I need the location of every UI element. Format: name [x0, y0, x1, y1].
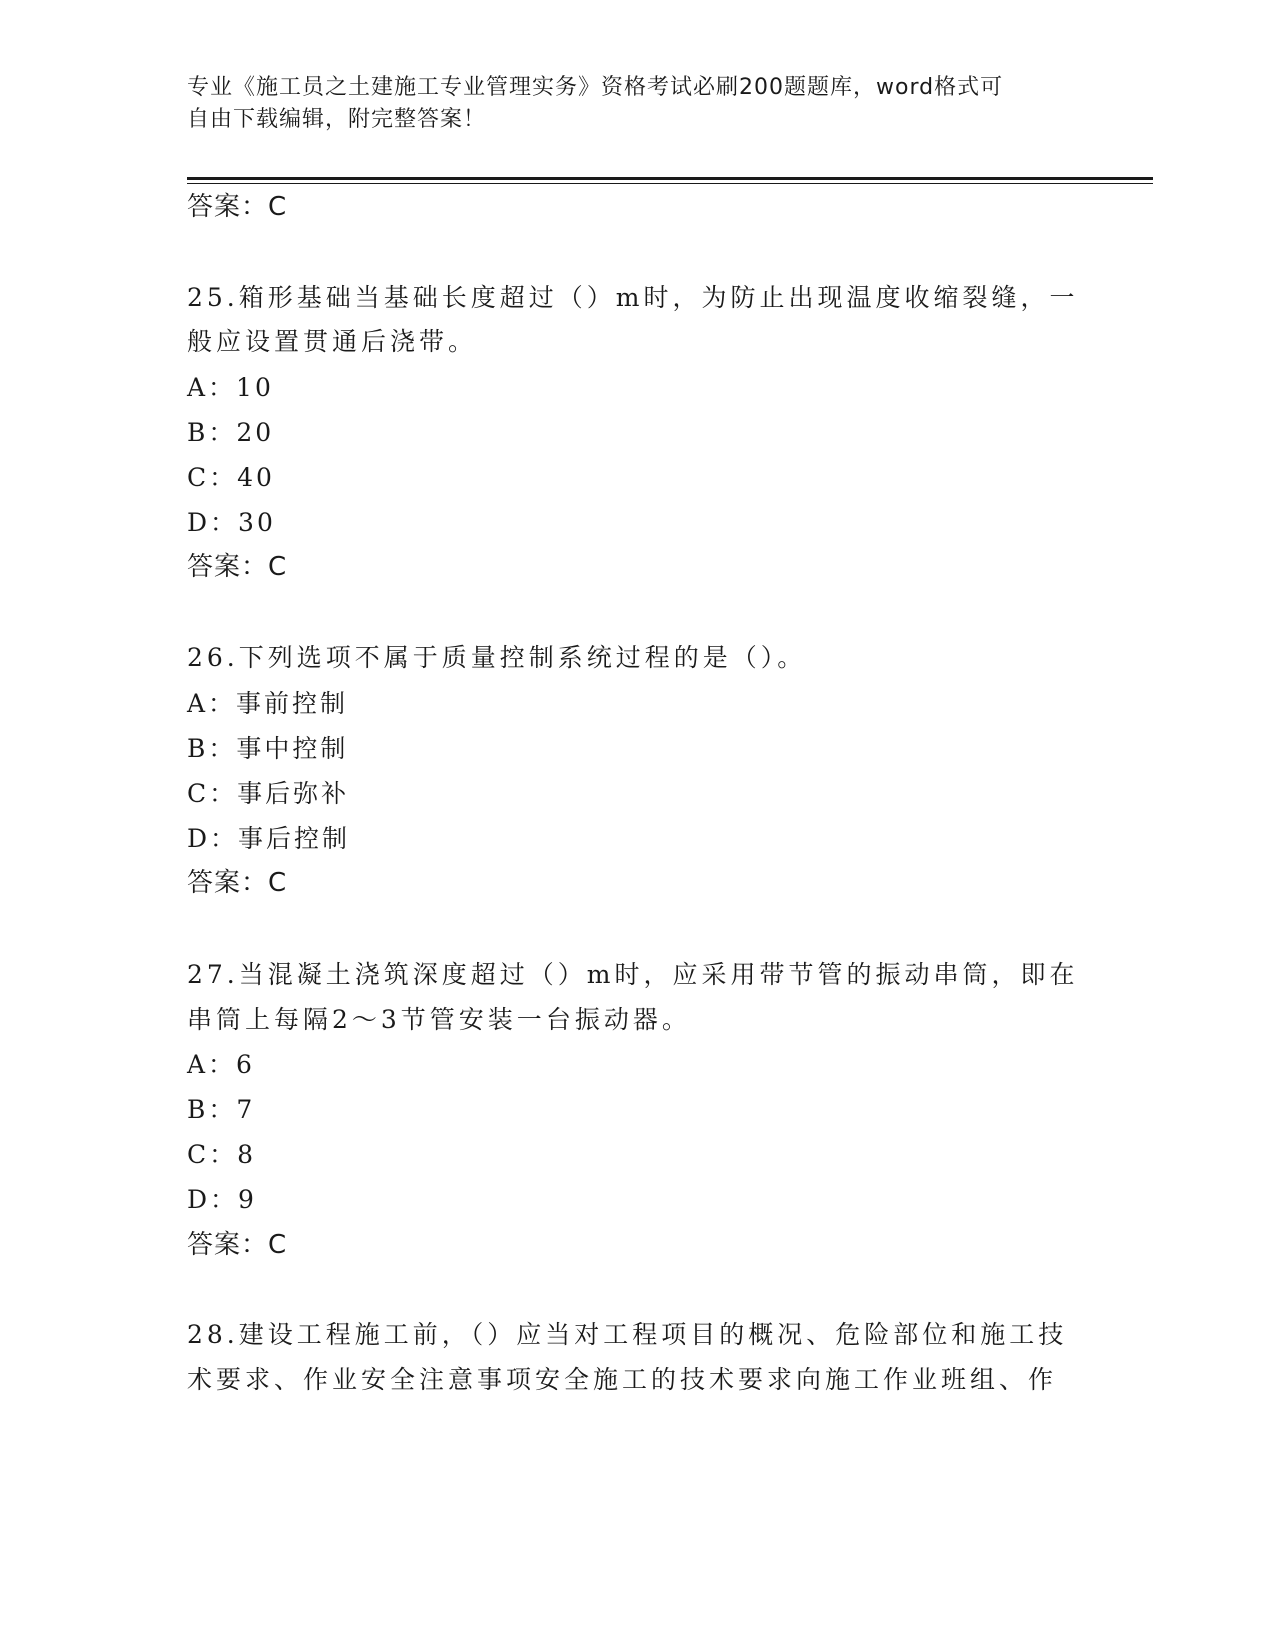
question-27-option-d: D：9 [187, 1185, 257, 1214]
question-25-option-a: A：10 [187, 373, 274, 402]
question-27-stem-line-1: 27.当混凝土浇筑深度超过（）m时，应采用带节管的振动串筒，即在 [187, 960, 1079, 989]
header-divider-thick [187, 177, 1153, 180]
question-28-stem-line-1: 28.建设工程施工前，（）应当对工程项目的概况、危险部位和施工技 [187, 1320, 1068, 1349]
question-26-option-d: D：事后控制 [187, 824, 351, 853]
header-line-1: 专业《施工员之土建施工专业管理实务》资格考试必刷200题题库，word格式可 [187, 75, 1004, 100]
question-26-stem-line-1: 26.下列选项不属于质量控制系统过程的是（）。 [187, 643, 807, 672]
question-27-stem-line-2: 串筒上每隔2～3节管安装一台振动器。 [187, 1005, 691, 1034]
question-26-option-a: A：事前控制 [187, 689, 349, 718]
question-27-option-c: C：8 [187, 1140, 257, 1169]
header-line-2: 自由下载编辑，附完整答案！ [187, 107, 487, 132]
question-26-answer: 答案：C [187, 868, 288, 898]
answer-prev: 答案：C [187, 192, 288, 222]
question-25-stem-line-2: 般应设置贯通后浇带。 [187, 327, 478, 356]
question-25-option-c: C：40 [187, 463, 275, 492]
question-27-option-a: A：6 [187, 1050, 255, 1079]
question-28-stem-line-2: 术要求、作业安全注意事项安全施工的技术要求向施工作业班组、作 [187, 1365, 1058, 1394]
question-26-option-b: B：事中控制 [187, 734, 349, 763]
question-25-option-b: B：20 [187, 418, 275, 447]
question-26-option-c: C：事后弥补 [187, 779, 350, 808]
question-27-option-b: B：7 [187, 1095, 256, 1124]
question-25-stem-line-1: 25.箱形基础当基础长度超过（）m时，为防止出现温度收缩裂缝，一 [187, 283, 1079, 312]
question-25-answer: 答案：C [187, 552, 288, 582]
question-27-answer: 答案：C [187, 1230, 288, 1260]
header-divider-thin [187, 183, 1153, 184]
question-25-option-d: D：30 [187, 508, 276, 537]
page-header [187, 72, 1067, 136]
